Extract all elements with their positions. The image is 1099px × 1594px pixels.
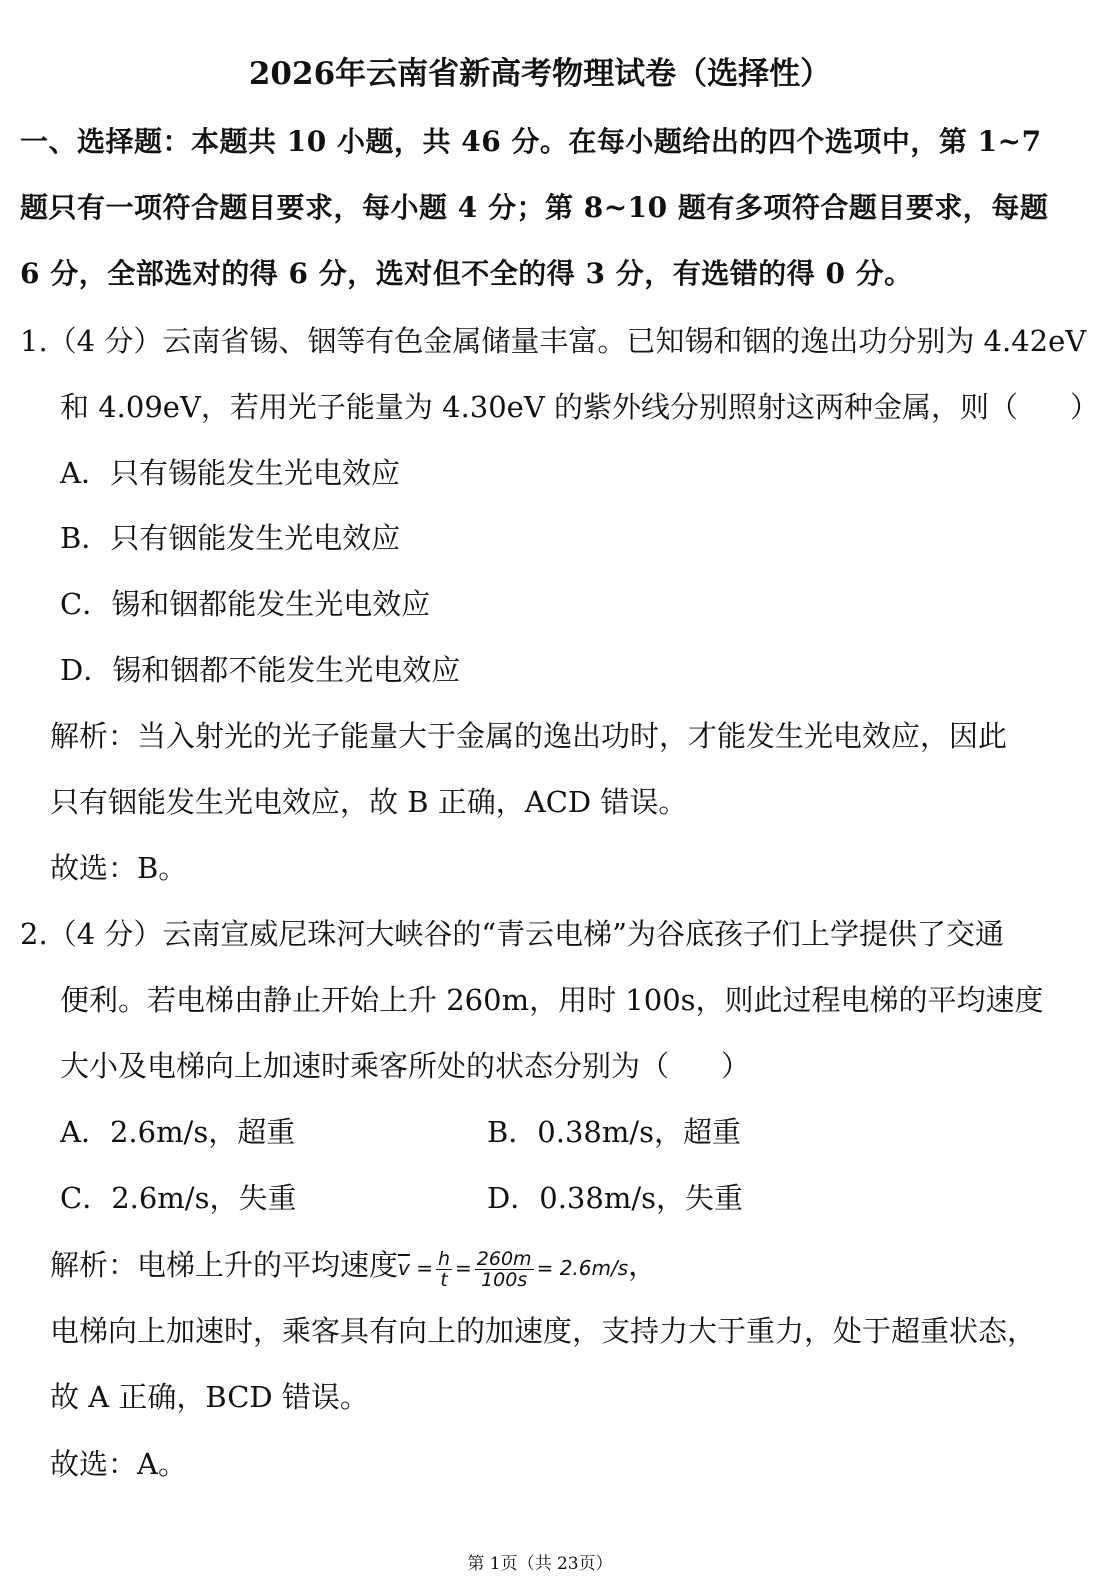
- q2-analysis-line-3: 故 A 正确，BCD 错误。: [50, 1380, 369, 1414]
- q1-option-b: B．只有铟能发生光电效应: [60, 521, 401, 555]
- q2-analysis-prefix: 解析：电梯上升的平均速度: [50, 1248, 399, 1282]
- formula-denominator-100s: 100s: [481, 1269, 528, 1291]
- formula-v-bar: $\overline{v}$: [398, 1256, 410, 1280]
- q1-stem-line-1: 1.（4 分）云南省锡、铟等有色金属储量丰富。已知锡和铟的逸出功分别为 4.42eV: [20, 324, 1087, 358]
- section-header-line-2: 题只有一项符合题目要求，每小题 4 分；第 8~10 题有多项符合题目要求，每题: [20, 191, 1049, 224]
- q1-stem-text: 和 4.09eV，若用光子能量为 4.30eV 的紫外线分别照射这两种金属，则（: [60, 390, 1019, 424]
- page-footer: 第 1页（共 23页）: [467, 1554, 613, 1574]
- section-header-line-3: 6 分，全部选对的得 6 分，选对但不全的得 3 分，有选错的得 0 分。: [20, 257, 913, 290]
- q1-paren-close: ）: [1070, 390, 1099, 424]
- section-header-line-1: 一、选择题：本题共 10 小题，共 46 分。在每小题给出的四个选项中，第 1~7: [20, 125, 1042, 158]
- formula-fraction-h-over-t: [436, 1249, 452, 1290]
- formula-numerator-260m: 260m: [476, 1248, 532, 1270]
- q1-option-d: D．锡和铟都不能发生光电效应: [60, 653, 461, 687]
- q1-analysis-line-2: 只有铟能发生光电效应，故 B 正确，ACD 错误。: [50, 785, 688, 819]
- formula-denominator-t: t: [440, 1269, 448, 1291]
- q1-analysis-line-1: 解析：当入射光的光子能量大于金属的逸出功时，才能发生光电效应，因此: [50, 719, 1008, 753]
- q2-option-a: A．2.6m/s，超重: [60, 1115, 296, 1149]
- q1-answer: 故选：B。: [50, 851, 188, 885]
- formula-numerator-h: h: [437, 1248, 451, 1270]
- q2-option-d: D．0.38m/s，失重: [487, 1181, 743, 1215]
- page-title: 2026年云南省新高考物理试卷（选择性）: [248, 56, 832, 92]
- formula-equals: =: [455, 1256, 472, 1280]
- q2-analysis-line-2: 电梯向上加速时，乘客具有向上的加速度，支持力大于重力，处于超重状态，: [50, 1314, 1037, 1348]
- formula-result: = 2.6m/s: [536, 1256, 629, 1280]
- q2-answer: 故选：A。: [50, 1447, 187, 1481]
- q2-option-b: B．0.38m/s，超重: [487, 1115, 742, 1149]
- q2-stem-line-2: 便利。若电梯由静止开始上升 260m，用时 100s，则此过程电梯的平均速度: [60, 983, 1044, 1017]
- q2-option-c: C．2.6m/s，失重: [60, 1181, 297, 1215]
- q1-option-a: A．只有锡能发生光电效应: [60, 456, 400, 490]
- q2-stem-text: 大小及电梯向上加速时乘客所处的状态分别为（: [60, 1049, 670, 1083]
- q1-stem-line-2: [60, 389, 1099, 425]
- q2-paren-close: ）: [721, 1049, 751, 1083]
- q2-analysis-line-1: [50, 1247, 657, 1290]
- formula-fraction-values: [475, 1249, 534, 1290]
- average-velocity-formula: [398, 1248, 629, 1291]
- q1-option-c: C．锡和铟都能发生光电效应: [60, 587, 431, 621]
- q2-stem-line-3: [60, 1048, 750, 1084]
- formula-suffix: ，: [628, 1248, 658, 1282]
- q2-stem-line-1: 2.（4 分）云南宣威尼珠河大峡谷的“青云电梯”为谷底孩子们上学提供了交通: [20, 917, 1004, 951]
- formula-equals: =: [416, 1256, 433, 1280]
